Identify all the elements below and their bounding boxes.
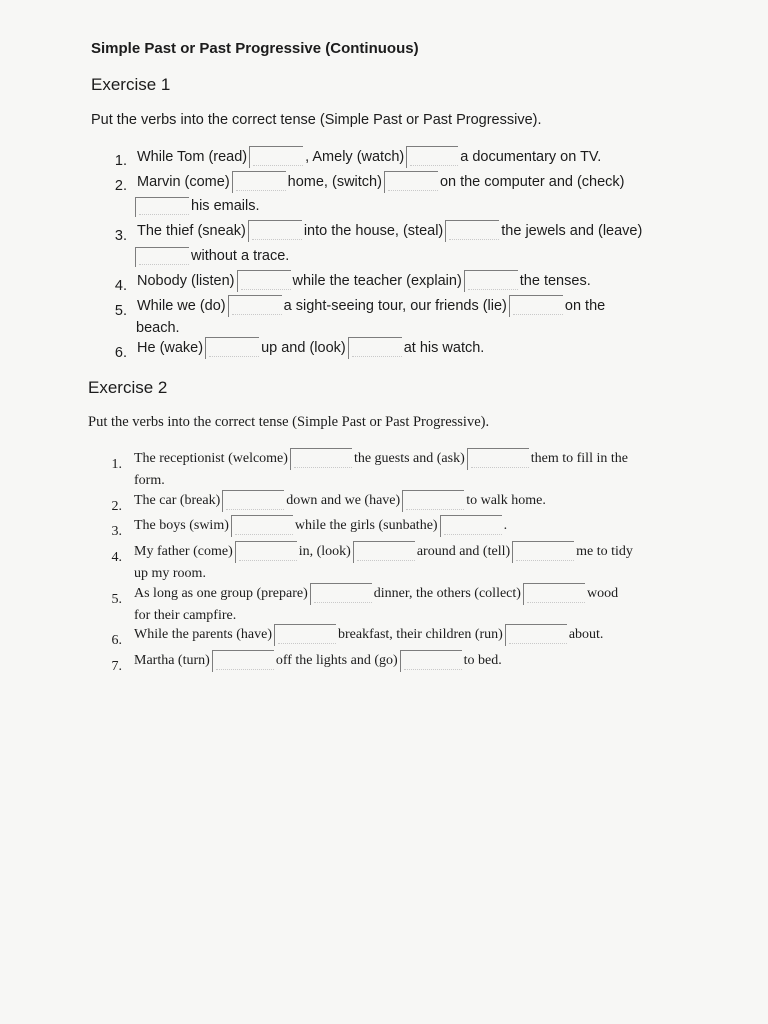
exercise-1-item-4 <box>137 270 591 289</box>
item-text: while the girls (sunbathe) <box>294 518 438 533</box>
item-text: While the parents (have) <box>134 627 272 642</box>
answer-blank[interactable] <box>135 197 189 217</box>
item-number: 6. <box>111 633 122 648</box>
item-text: a documentary on TV. <box>460 149 602 165</box>
answer-blank[interactable] <box>445 220 499 242</box>
answer-blank[interactable] <box>135 247 189 267</box>
exercise-1-item-6 <box>137 337 484 356</box>
item-text: dinner, the others (collect) <box>373 586 521 601</box>
item-text: on the <box>564 298 606 314</box>
item-text: up and (look) <box>261 340 346 356</box>
item-text: for their campfire. <box>134 608 237 623</box>
answer-blank[interactable] <box>249 146 303 168</box>
item-text: While Tom (read) <box>137 149 248 165</box>
item-text: the jewels and (leave) <box>501 223 643 239</box>
item-number: 3. <box>111 524 122 539</box>
item-text: his emails. <box>191 198 260 214</box>
item-number: 2. <box>111 499 122 514</box>
page-title: Simple Past or Past Progressive (Continuous) <box>91 40 419 57</box>
exercise-1-item-2-cont <box>135 197 260 214</box>
answer-blank[interactable] <box>237 270 291 292</box>
exercise-2-item-6 <box>134 624 603 643</box>
item-text: As long as one group (prepare) <box>134 586 308 601</box>
answer-blank[interactable] <box>348 337 402 359</box>
item-text: . <box>503 518 508 533</box>
item-number: 1. <box>111 457 122 472</box>
item-number: 4. <box>111 550 122 565</box>
item-text: Marvin (come) <box>137 174 230 190</box>
answer-blank[interactable] <box>232 171 286 193</box>
item-text: wood <box>586 586 619 601</box>
item-text: into the house, (steal) <box>303 223 444 239</box>
item-number: 4. <box>114 278 127 294</box>
item-text: the tenses. <box>519 273 591 289</box>
answer-blank[interactable] <box>467 448 529 470</box>
item-text: me to tidy <box>576 544 633 559</box>
item-number: 7. <box>111 659 122 674</box>
answer-blank[interactable] <box>310 583 372 605</box>
answer-blank[interactable] <box>205 337 259 359</box>
answer-blank[interactable] <box>353 541 415 563</box>
item-text: without a trace. <box>191 248 290 264</box>
item-text: up my room. <box>134 566 206 581</box>
answer-blank[interactable] <box>222 490 284 512</box>
exercise-1-item-3 <box>137 220 642 239</box>
answer-blank[interactable] <box>505 624 567 646</box>
item-number: 6. <box>114 345 127 361</box>
item-text: to bed. <box>463 653 502 668</box>
item-text: The car (break) <box>134 493 221 508</box>
exercise-1-item-1 <box>137 146 601 165</box>
exercise-2-item-1 <box>134 448 628 467</box>
exercise-2-item-2 <box>134 490 546 509</box>
answer-blank[interactable] <box>523 583 585 605</box>
item-text: The boys (swim) <box>134 518 229 533</box>
answer-blank[interactable] <box>384 171 438 193</box>
answer-blank[interactable] <box>290 448 352 470</box>
item-text: off the lights and (go) <box>275 653 398 668</box>
item-text: The thief (sneak) <box>137 223 246 239</box>
item-text: in, (look) <box>298 544 351 559</box>
answer-blank[interactable] <box>512 541 574 563</box>
answer-blank[interactable] <box>212 650 274 672</box>
answer-blank[interactable] <box>440 515 502 537</box>
answer-blank[interactable] <box>228 295 282 317</box>
item-text: My father (come) <box>134 544 233 559</box>
item-text: form. <box>134 473 165 488</box>
exercise-1-item-2 <box>137 171 625 190</box>
exercise-2-heading: Exercise 2 <box>88 378 168 397</box>
item-text: at his watch. <box>403 340 485 356</box>
exercise-2-instruction: Put the verbs into the correct tense (Simple Past or Past Progressive). <box>88 414 490 430</box>
item-text: around and (tell) <box>416 544 511 559</box>
exercise-1-item-3-cont <box>135 247 289 264</box>
item-text: The receptionist (welcome) <box>134 451 288 466</box>
item-number: 1. <box>114 153 127 169</box>
item-text: While we (do) <box>137 298 226 314</box>
item-number: 5. <box>114 303 127 319</box>
item-text: them to fill in the <box>530 451 628 466</box>
exercise-2-item-7 <box>134 650 502 669</box>
answer-blank[interactable] <box>400 650 462 672</box>
item-text: breakfast, their children (run) <box>338 627 503 642</box>
answer-blank[interactable] <box>464 270 518 292</box>
exercise-1-instruction: Put the verbs into the correct tense (Simple Past or Past Progressive). <box>91 112 542 128</box>
item-text: to walk home. <box>466 493 546 508</box>
answer-blank[interactable] <box>274 624 336 646</box>
exercise-2-item-3 <box>134 515 507 534</box>
item-text: home, (switch) <box>287 174 382 190</box>
answer-blank[interactable] <box>248 220 302 242</box>
item-text: He (wake) <box>137 340 204 356</box>
item-text: about. <box>568 627 604 642</box>
item-number: 3. <box>114 228 127 244</box>
exercise-1-item-5 <box>137 295 605 314</box>
item-text: Nobody (listen) <box>137 273 235 289</box>
answer-blank[interactable] <box>402 490 464 512</box>
exercise-2-item-5 <box>134 583 618 602</box>
item-number: 5. <box>111 592 122 607</box>
item-text: while the teacher (explain) <box>292 273 462 289</box>
item-text: Martha (turn) <box>134 653 210 668</box>
answer-blank[interactable] <box>406 146 458 168</box>
item-text: on the computer and (check) <box>439 174 625 190</box>
item-text: beach. <box>136 320 180 336</box>
item-text: down and we (have) <box>286 493 401 508</box>
item-number: 2. <box>114 178 127 194</box>
answer-blank[interactable] <box>235 541 297 563</box>
item-text: the guests and (ask) <box>353 451 465 466</box>
answer-blank[interactable] <box>231 515 293 537</box>
exercise-2-item-4 <box>134 541 633 560</box>
answer-blank[interactable] <box>509 295 563 317</box>
item-text: a sight-seeing tour, our friends (lie) <box>283 298 507 314</box>
item-text: , Amely (watch) <box>305 149 405 165</box>
exercise-1-heading: Exercise 1 <box>91 75 171 94</box>
